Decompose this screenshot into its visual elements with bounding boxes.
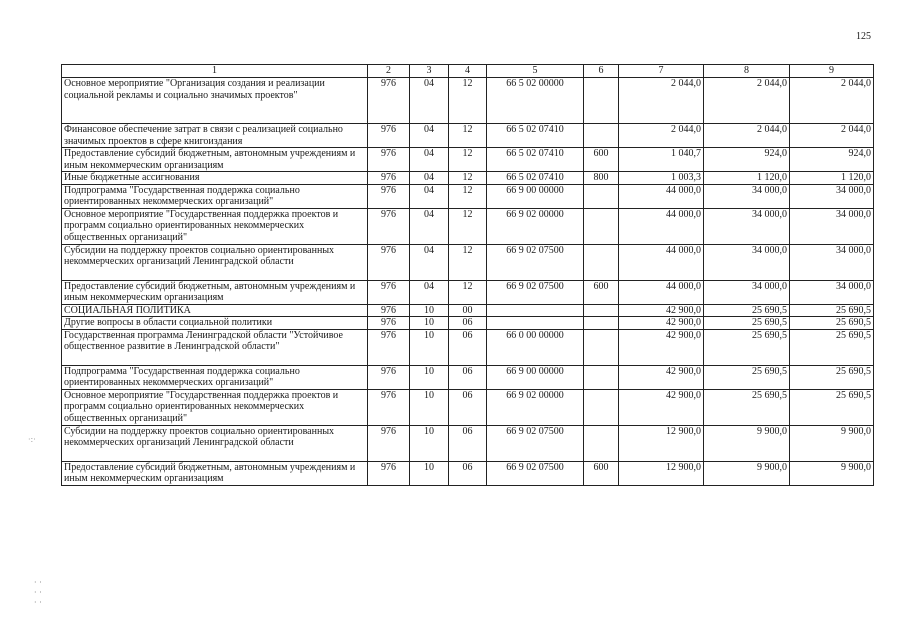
admin-code: 976 (368, 389, 410, 425)
row-name: Основное мероприятие "Государственная поддержка проектов и программ социально ориентированных некоммерческих общественных организаций" (62, 389, 368, 425)
amount-col9: 25 690,5 (790, 365, 874, 389)
section-code: 04 (410, 172, 449, 185)
expense-type (584, 425, 619, 461)
expense-type (584, 124, 619, 148)
table-row (62, 304, 874, 317)
row-name: Подпрограмма "Государственная поддержка социально ориентированных некоммерческих организаций" (62, 184, 368, 208)
amount-col8: 25 690,5 (704, 317, 790, 330)
expense-type (584, 244, 619, 280)
table-row (62, 425, 874, 461)
margin-marks: · · · · · · (34, 578, 42, 607)
amount-col8: 34 000,0 (704, 208, 790, 244)
amount-col7: 12 900,0 (619, 425, 704, 461)
admin-code: 976 (368, 172, 410, 185)
table-row (62, 329, 874, 365)
expense-type (584, 208, 619, 244)
amount-col7: 2 044,0 (619, 124, 704, 148)
expense-type: 800 (584, 172, 619, 185)
column-header: 2 (368, 65, 410, 78)
column-number-row (62, 65, 874, 78)
row-name: Подпрограмма "Государственная поддержка социально ориентированных некоммерческих организаций" (62, 365, 368, 389)
amount-col7: 42 900,0 (619, 304, 704, 317)
scan-artifact: ·:· (28, 435, 36, 444)
target-article: 66 5 02 07410 (487, 172, 584, 185)
admin-code: 976 (368, 148, 410, 172)
table-row (62, 461, 874, 485)
column-header: 9 (790, 65, 874, 78)
amount-col9: 25 690,5 (790, 329, 874, 365)
admin-code: 976 (368, 244, 410, 280)
subsection-code: 12 (449, 184, 487, 208)
admin-code: 976 (368, 317, 410, 330)
expense-type (584, 184, 619, 208)
amount-col8: 34 000,0 (704, 244, 790, 280)
amount-col8: 25 690,5 (704, 365, 790, 389)
section-code: 10 (410, 329, 449, 365)
table-row (62, 172, 874, 185)
subsection-code: 12 (449, 208, 487, 244)
subsection-code: 12 (449, 124, 487, 148)
table-row (62, 317, 874, 330)
amount-col7: 44 000,0 (619, 244, 704, 280)
subsection-code: 06 (449, 389, 487, 425)
subsection-code: 12 (449, 148, 487, 172)
amount-col7: 1 003,3 (619, 172, 704, 185)
subsection-code: 12 (449, 172, 487, 185)
amount-col8: 9 900,0 (704, 461, 790, 485)
amount-col8: 1 120,0 (704, 172, 790, 185)
target-article: 66 9 02 00000 (487, 208, 584, 244)
table-row (62, 148, 874, 172)
admin-code: 976 (368, 304, 410, 317)
amount-col9: 34 000,0 (790, 280, 874, 304)
page-number: 125 (856, 31, 871, 42)
amount-col9: 25 690,5 (790, 389, 874, 425)
table-row (62, 78, 874, 124)
row-name: Предоставление субсидий бюджетным, автономным учреждениям и иным некоммерческим организациям (62, 280, 368, 304)
expense-type (584, 329, 619, 365)
column-header: 3 (410, 65, 449, 78)
amount-col8: 25 690,5 (704, 304, 790, 317)
table-row (62, 244, 874, 280)
amount-col7: 44 000,0 (619, 184, 704, 208)
amount-col7: 42 900,0 (619, 389, 704, 425)
expense-type (584, 317, 619, 330)
target-article: 66 9 02 07500 (487, 461, 584, 485)
section-code: 10 (410, 365, 449, 389)
target-article (487, 317, 584, 330)
amount-col8: 924,0 (704, 148, 790, 172)
budget-table (61, 64, 874, 486)
table-row (62, 184, 874, 208)
expense-type (584, 365, 619, 389)
row-name: СОЦИАЛЬНАЯ ПОЛИТИКА (62, 304, 368, 317)
row-name: Другие вопросы в области социальной политики (62, 317, 368, 330)
target-article: 66 9 02 00000 (487, 389, 584, 425)
amount-col7: 42 900,0 (619, 365, 704, 389)
row-name: Субсидии на поддержку проектов социально ориентированных некоммерческих организаций Ленинградской области (62, 425, 368, 461)
amount-col9: 34 000,0 (790, 208, 874, 244)
expense-type: 600 (584, 280, 619, 304)
expense-type (584, 389, 619, 425)
amount-col9: 9 900,0 (790, 425, 874, 461)
table-row (62, 280, 874, 304)
subsection-code: 06 (449, 317, 487, 330)
section-code: 04 (410, 78, 449, 124)
amount-col9: 34 000,0 (790, 244, 874, 280)
amount-col9: 34 000,0 (790, 184, 874, 208)
amount-col7: 2 044,0 (619, 78, 704, 124)
subsection-code: 06 (449, 329, 487, 365)
amount-col7: 44 000,0 (619, 208, 704, 244)
target-article: 66 5 02 07410 (487, 148, 584, 172)
amount-col7: 42 900,0 (619, 317, 704, 330)
row-name: Основное мероприятие "Организация создания и реализации социальной рекламы и социально значимых проектов" (62, 78, 368, 124)
row-name: Иные бюджетные ассигнования (62, 172, 368, 185)
row-name: Субсидии на поддержку проектов социально ориентированных некоммерческих организаций Ленинградской области (62, 244, 368, 280)
amount-col8: 25 690,5 (704, 329, 790, 365)
target-article: 66 0 00 00000 (487, 329, 584, 365)
admin-code: 976 (368, 184, 410, 208)
subsection-code: 00 (449, 304, 487, 317)
column-header: 5 (487, 65, 584, 78)
subsection-code: 12 (449, 244, 487, 280)
row-name: Предоставление субсидий бюджетным, автономным учреждениям и иным некоммерческим организациям (62, 148, 368, 172)
column-header: 6 (584, 65, 619, 78)
admin-code: 976 (368, 461, 410, 485)
admin-code: 976 (368, 280, 410, 304)
admin-code: 976 (368, 329, 410, 365)
target-article: 66 9 02 07500 (487, 244, 584, 280)
target-article: 66 9 02 07500 (487, 280, 584, 304)
row-name: Предоставление субсидий бюджетным, автономным учреждениям и иным некоммерческим организациям (62, 461, 368, 485)
row-name: Финансовое обеспечение затрат в связи с реализацией социально значимых проектов в сфере книгоиздания (62, 124, 368, 148)
section-code: 04 (410, 208, 449, 244)
subsection-code: 12 (449, 78, 487, 124)
amount-col9: 25 690,5 (790, 317, 874, 330)
section-code: 04 (410, 124, 449, 148)
row-name: Государственная программа Ленинградской области "Устойчивое общественное развитие в Ленинградской области" (62, 329, 368, 365)
table-row (62, 389, 874, 425)
column-header: 1 (62, 65, 368, 78)
amount-col8: 2 044,0 (704, 124, 790, 148)
amount-col8: 25 690,5 (704, 389, 790, 425)
section-code: 10 (410, 461, 449, 485)
section-code: 10 (410, 425, 449, 461)
target-article: 66 5 02 07410 (487, 124, 584, 148)
table-body (62, 78, 874, 486)
row-name: Основное мероприятие "Государственная поддержка проектов и программ социально ориентированных некоммерческих общественных организаций" (62, 208, 368, 244)
admin-code: 976 (368, 78, 410, 124)
column-header: 7 (619, 65, 704, 78)
amount-col9: 1 120,0 (790, 172, 874, 185)
expense-type: 600 (584, 148, 619, 172)
amount-col7: 42 900,0 (619, 329, 704, 365)
subsection-code: 12 (449, 280, 487, 304)
section-code: 10 (410, 389, 449, 425)
section-code: 04 (410, 280, 449, 304)
section-code: 04 (410, 148, 449, 172)
table-row (62, 208, 874, 244)
amount-col7: 12 900,0 (619, 461, 704, 485)
amount-col8: 9 900,0 (704, 425, 790, 461)
amount-col9: 25 690,5 (790, 304, 874, 317)
amount-col7: 1 040,7 (619, 148, 704, 172)
amount-col8: 34 000,0 (704, 280, 790, 304)
target-article: 66 9 00 00000 (487, 184, 584, 208)
section-code: 04 (410, 184, 449, 208)
amount-col9: 2 044,0 (790, 124, 874, 148)
expense-type (584, 78, 619, 124)
amount-col7: 44 000,0 (619, 280, 704, 304)
expense-type (584, 304, 619, 317)
amount-col8: 2 044,0 (704, 78, 790, 124)
section-code: 10 (410, 304, 449, 317)
admin-code: 976 (368, 208, 410, 244)
amount-col9: 2 044,0 (790, 78, 874, 124)
amount-col9: 9 900,0 (790, 461, 874, 485)
table-row (62, 365, 874, 389)
amount-col8: 34 000,0 (704, 184, 790, 208)
target-article: 66 9 02 07500 (487, 425, 584, 461)
subsection-code: 06 (449, 425, 487, 461)
column-header: 8 (704, 65, 790, 78)
admin-code: 976 (368, 365, 410, 389)
subsection-code: 06 (449, 365, 487, 389)
target-article: 66 9 00 00000 (487, 365, 584, 389)
column-header: 4 (449, 65, 487, 78)
section-code: 04 (410, 244, 449, 280)
table-row (62, 124, 874, 148)
admin-code: 976 (368, 425, 410, 461)
section-code: 10 (410, 317, 449, 330)
target-article (487, 304, 584, 317)
target-article: 66 5 02 00000 (487, 78, 584, 124)
subsection-code: 06 (449, 461, 487, 485)
admin-code: 976 (368, 124, 410, 148)
amount-col9: 924,0 (790, 148, 874, 172)
expense-type: 600 (584, 461, 619, 485)
